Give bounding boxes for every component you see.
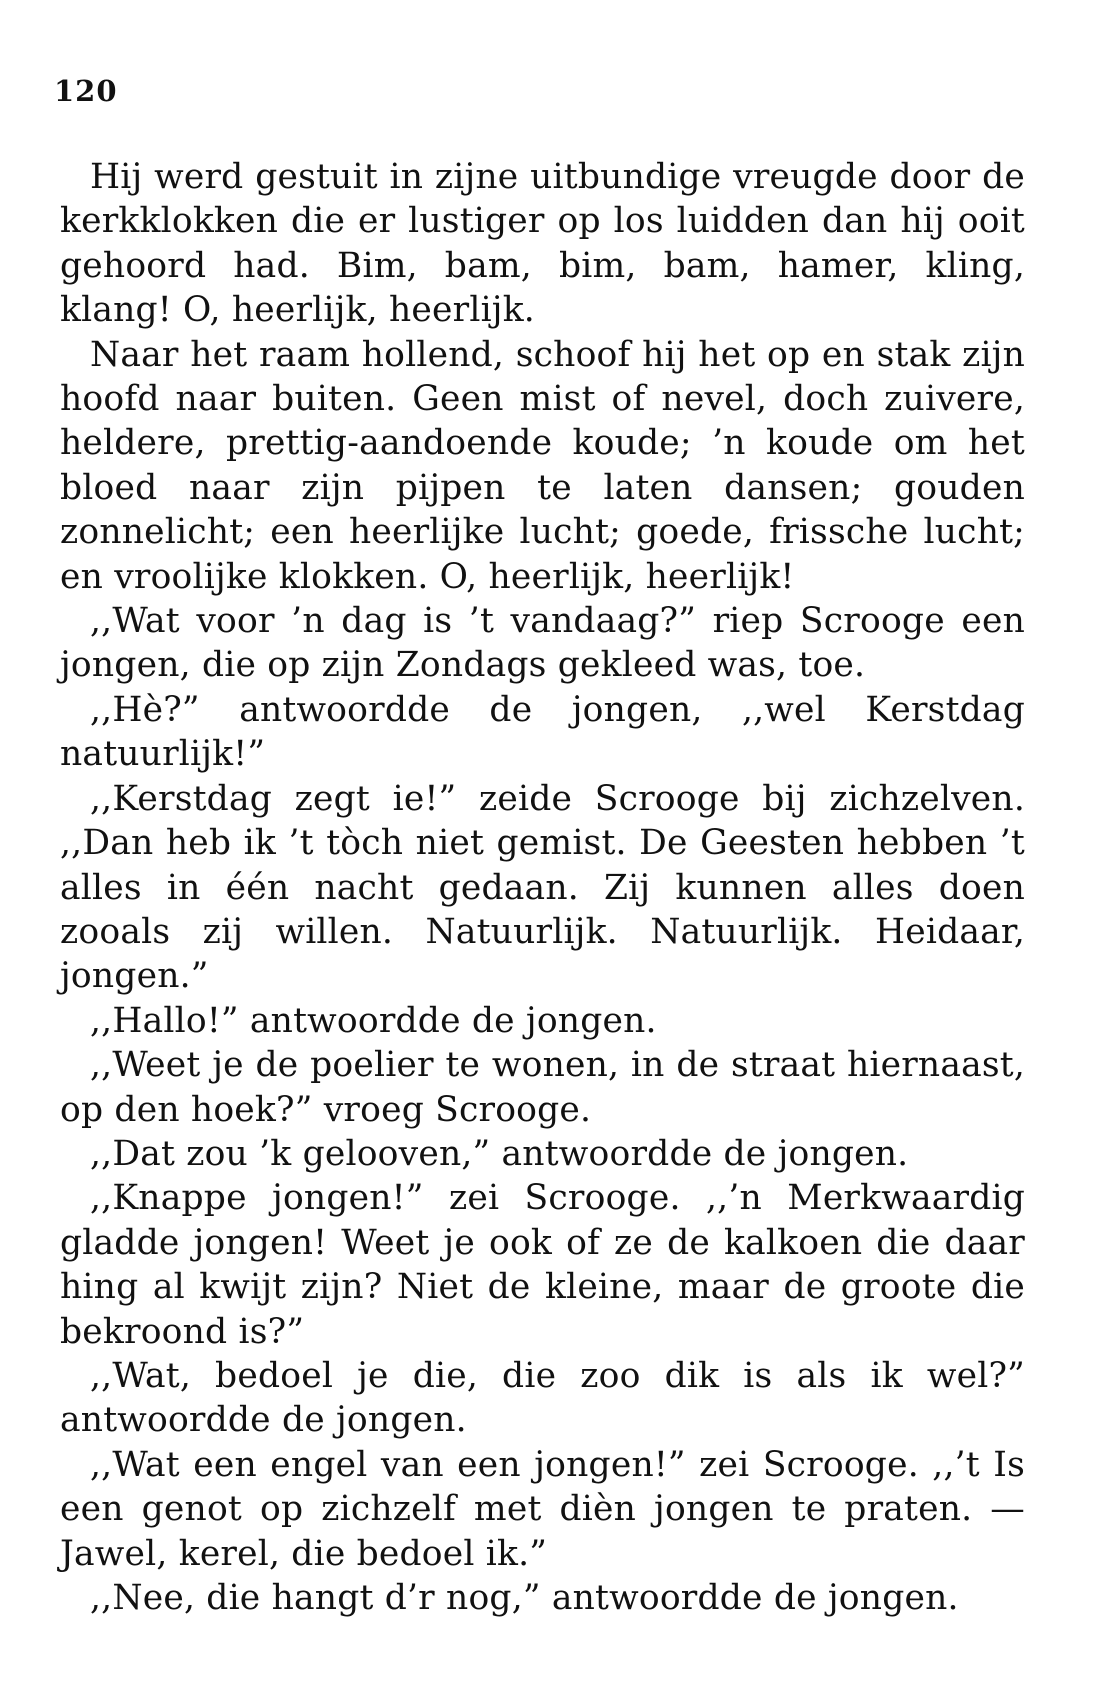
paragraph: ,,Wat een engel van een jongen!” zei Scrooge. ,,’t Is een genot op zichzelf met dièn jongen te praten. — Jawel, kerel, die bedoel ik.” bbox=[60, 1444, 1025, 1574]
paragraph: Hij werd gestuit in zijne uitbundige vreugde door de kerkklokken die er lustiger op los luidden dan hij ooit gehoord had. Bim, bam, bim, bam, hamer, kling, klang! O, heerlijk, heerlijk. bbox=[60, 157, 1025, 331]
paragraph: Naar het raam hollend, schoof hij het op en stak zijn hoofd naar buiten. Geen mist of nevel, doch zuivere, heldere, prettig-aandoende koude; ’n koude om het bloed naar zijn pijpen te laten dansen; gouden zonnelicht; een heerlijke lucht; goede, frissche lucht; en vroolijke klokken. O, heerlijk, heerlijk! bbox=[60, 334, 1025, 597]
paragraph: ,,Hallo!” antwoordde de jongen. bbox=[90, 1000, 657, 1041]
paragraph: ,,Hè?” antwoordde de jongen, ,,wel Kerstdag natuurlijk!” bbox=[60, 689, 1025, 775]
paragraph: ,,Wat, bedoel je die, die zoo dik is als ik wel?” antwoordde de jongen. bbox=[60, 1355, 1025, 1441]
paragraph: ,,Weet je de poelier te wonen, in de straat hiernaast, op den hoek?” vroeg Scrooge. bbox=[60, 1045, 1025, 1130]
paragraph: ,,Dat zou ’k gelooven,” antwoordde de jongen. bbox=[90, 1133, 909, 1174]
body-text bbox=[60, 155, 1025, 1620]
paragraph: ,,Knappe jongen!” zei Scrooge. ,,’n Merkwaardig gladde jongen! Weet je ook of ze de kalkoen die daar hing al kwijt zijn? Niet de kleine, maar de groote die bekroond is?” bbox=[60, 1178, 1025, 1352]
page-number: 120 bbox=[54, 74, 118, 108]
paragraph: ,,Wat voor ’n dag is ’t vandaag?” riep Scrooge een jongen, die op zijn Zondags gekleed was, toe. bbox=[60, 601, 1025, 686]
paragraph: ,,Nee, die hangt d’r nog,” antwoordde de jongen. bbox=[90, 1578, 959, 1618]
paragraph: ,,Kerstdag zegt ie!” zeide Scrooge bij zichzelven. ,,Dan heb ik ’t tòch niet gemist. De Geesten hebben ’t alles in één nacht gedaan. Zij kunnen alles doen zooals zij willen. Natuurlijk. Natuurlijk. Heidaar, jongen.” bbox=[60, 778, 1025, 997]
